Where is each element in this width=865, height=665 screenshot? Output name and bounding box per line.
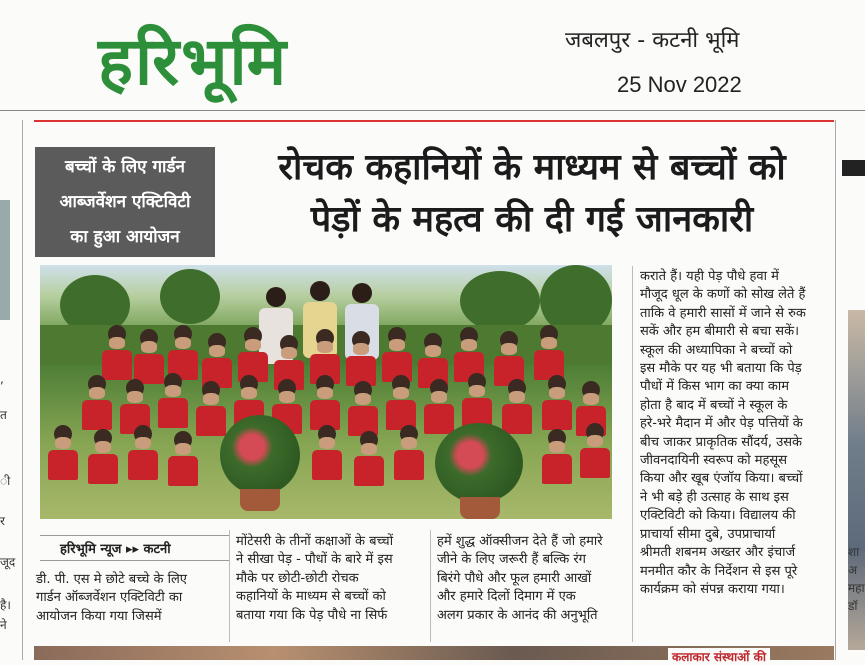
publication-date: 25 Nov 2022: [617, 72, 742, 97]
left-neighbor-photo: [0, 200, 10, 320]
headline-line: रोचक कहानियों के माध्यम से बच्चों को: [278, 147, 786, 188]
body-line: गार्डन ऑब्जर्वेशन एक्टिविटी का: [36, 590, 183, 606]
headline-line: पेड़ों के महत्व की दी गई जानकारी: [310, 199, 754, 240]
column-divider: [430, 530, 431, 642]
body-line: ने भी बड़े ही उत्साह के साथ इस: [640, 489, 789, 505]
body-line: किया और खूब एंजॉय किया। बच्चों: [640, 471, 803, 487]
body-line: मौजूद धूल के कणों को सोख लेते हैं: [640, 287, 806, 303]
body-line: मनमीत कौर के निर्देशन से इस पूरे: [640, 563, 798, 579]
right-fragment: शा: [848, 545, 860, 559]
news-credit: हरिभूमि न्यूज ▸▸ कटनी: [40, 535, 230, 561]
left-fragment: है।: [0, 598, 11, 612]
kicker-line: बच्चों के लिए गार्डन: [65, 157, 185, 177]
body-line: श्रीमती शबनम अख्तर और इंचार्ज: [640, 545, 796, 561]
article-kicker: [35, 147, 215, 257]
body-line: हरे-भरे मैदान में और पेड़ पत्तियों के: [640, 416, 803, 432]
kicker-line: का हुआ आयोजन: [70, 227, 180, 247]
column-divider: [229, 530, 230, 642]
body-line: मौके पर छोटी-छोटी रोचक: [236, 570, 359, 586]
newspaper-logo: हरिभूमि: [98, 23, 289, 100]
body-line: प्राचार्या सीमा दुबे, उपप्राचार्या: [640, 526, 776, 542]
body-line: बिरंगे पौधे और फूल हमारी आखों: [437, 570, 592, 586]
right-neighbor-bar: [842, 160, 865, 176]
body-line: मोंटेसरी के तीनों कक्षाओं के बच्चों: [236, 534, 394, 549]
body-line: कराते हैं। यही पेड़ पौधे हवा में: [640, 269, 779, 284]
body-line: अलग प्रकार के आनंद की अनुभूति: [437, 607, 598, 623]
right-fragment: महा: [848, 581, 865, 595]
body-line: स्कूल की अध्यापिका ने बच्चों को: [640, 342, 793, 358]
left-fragment: त: [0, 408, 7, 422]
body-line: जीने के लिए जरूरी हैं बल्कि रंग: [437, 552, 586, 568]
right-fragment: डॉ: [848, 599, 858, 613]
article-column-1: [36, 571, 224, 626]
edition-name: जबलपुर - कटनी भूमि: [565, 28, 740, 53]
body-line: डी. पी. एस मे छोटे बच्चे के लिए: [36, 572, 187, 587]
left-fragment: ने: [0, 618, 7, 632]
body-line: सकें और हम बीमारी से बचा सकें।: [640, 324, 800, 340]
kicker-line: आब्जर्वेशन एक्टिविटी: [59, 192, 191, 212]
body-line: और हमारे दिलों दिमाग में एक: [437, 589, 576, 605]
article-column-2: [236, 533, 426, 625]
left-fragment: जूद: [0, 555, 16, 569]
body-line: ताकि वे हमारी सासों में जाने से रुक: [640, 305, 806, 321]
article-column-4: [640, 268, 826, 599]
left-fragment: ,: [0, 372, 4, 386]
left-fragment: ी: [0, 474, 11, 488]
article-headline: [232, 142, 832, 246]
body-line: जीवनदायिनी स्वरूप को महसूस: [640, 453, 787, 469]
bottom-neighbor-heading: कलाकार संस्थाओं की: [668, 648, 770, 665]
body-line: इस मौके पर यह भी बताया कि पेड़: [640, 361, 802, 377]
body-line: हमें शुद्ध ऑक्सीजन देते हैं जो हमारे: [437, 534, 603, 549]
body-line: पौधों में किस भाग का क्या काम: [640, 379, 789, 395]
right-neighbor-column: [835, 120, 865, 660]
body-line: आयोजन किया गया जिसमें: [36, 608, 162, 624]
body-line: कहानियों के माध्यम से बच्चों को: [236, 589, 386, 605]
column-divider: [632, 266, 633, 642]
article-photo: [40, 265, 612, 519]
right-fragment: अ: [848, 563, 858, 577]
body-line: एक्टिविटी को किया। विद्यालय की: [640, 508, 796, 524]
body-line: ने सीखा पेड़ - पौधों के बारे में इस: [236, 552, 393, 568]
body-line: होता है बाद में बच्चों ने स्कूल के: [640, 397, 788, 413]
masthead-divider: [0, 110, 865, 111]
article-column-3: [437, 533, 625, 625]
body-line: बताया गया कि पेड़ पौधे ना सिर्फ: [236, 607, 388, 623]
body-line: कार्यक्रम को संपन्न कराया गया।: [640, 581, 785, 597]
article-top-rule: [34, 120, 834, 122]
left-fragment: र: [0, 514, 5, 528]
body-line: बीच जाकर प्राकृतिक सौंदर्य, उसके: [640, 434, 803, 450]
